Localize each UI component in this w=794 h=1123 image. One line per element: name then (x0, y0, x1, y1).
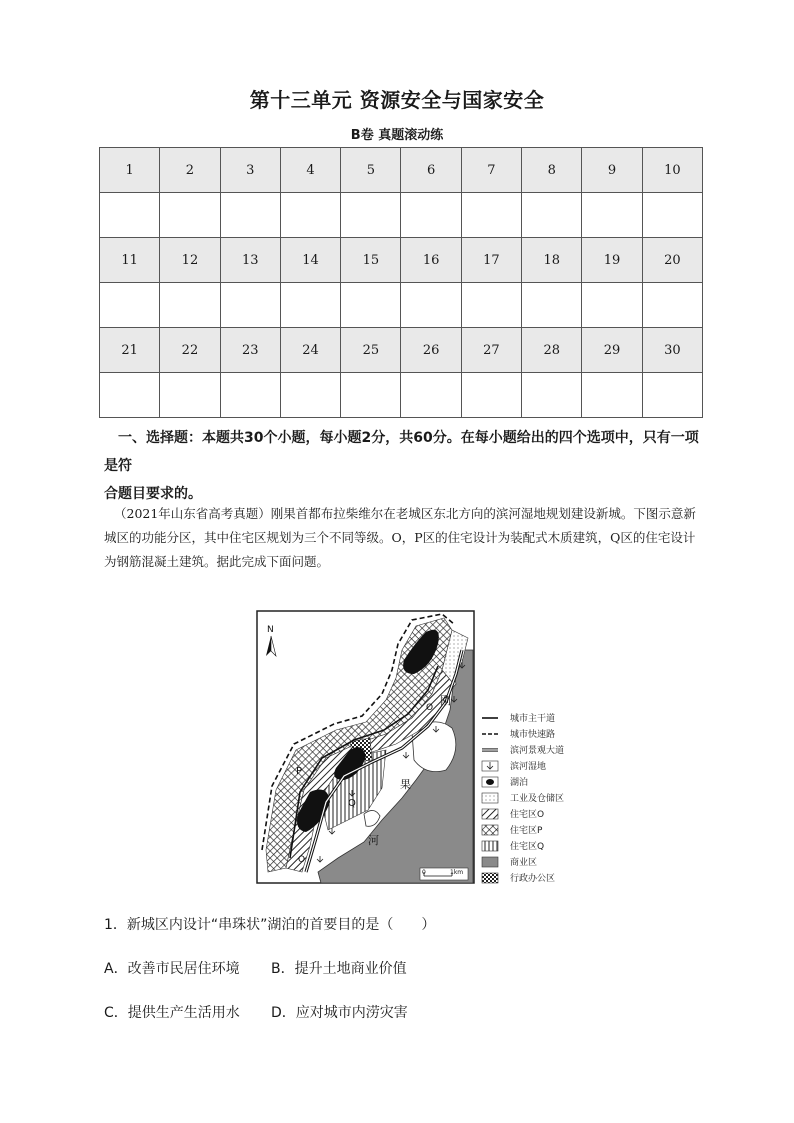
question-number-cell: 9 (582, 148, 642, 193)
answer-cell[interactable] (160, 373, 220, 418)
legend-swatch-residential-q (482, 841, 498, 851)
answer-cell[interactable] (461, 283, 521, 328)
question-number-cell: 19 (582, 238, 642, 283)
page-title: 第十三单元 资源安全与国家安全 (249, 88, 545, 112)
answer-grid-number-row (100, 148, 703, 193)
answer-cell[interactable] (522, 193, 582, 238)
legend-label: 湖泊 (510, 778, 529, 788)
answer-cell[interactable] (220, 373, 280, 418)
legend-label: 工业及仓储区 (510, 794, 565, 804)
question-number-cell: 5 (341, 148, 401, 193)
legend-label: 滨河景观大道 (510, 746, 565, 756)
answer-cell[interactable] (642, 283, 702, 328)
question-number-cell: 23 (220, 328, 280, 373)
answer-cell[interactable] (582, 193, 642, 238)
question-context: （2021年山东省高考真题）刚果首都布拉柴维尔在老城区东北方向的滨河湿地规划建设新城。下图示意新城区的功能分区，其中住宅区规划为三个不同等级。O，P区的住宅设计为装配式木质建筑，Q区的住宅设计为钢筋混凝土建筑。据此完成下面问题。 (104, 506, 696, 569)
north-label: N (267, 625, 274, 635)
question-number-cell: 17 (461, 238, 521, 283)
instructions-line-2: 合题目要求的。 (104, 486, 202, 502)
question-number-cell: 20 (642, 238, 702, 283)
question-number-cell: 8 (522, 148, 582, 193)
page-subtitle: B卷 真题滚动练 (350, 128, 444, 143)
question-number-cell: 6 (401, 148, 461, 193)
legend-swatch-residential-o (482, 809, 498, 819)
answer-cell[interactable] (100, 373, 160, 418)
question-number-cell: 30 (642, 328, 702, 373)
answer-cell[interactable] (401, 283, 461, 328)
answer-cell[interactable] (642, 373, 702, 418)
legend-label: 行政办公区 (510, 874, 556, 884)
question-number-cell: 15 (341, 238, 401, 283)
answer-cell[interactable] (160, 193, 220, 238)
answer-cell[interactable] (582, 283, 642, 328)
answer-cell[interactable] (341, 373, 401, 418)
legend-swatch-administrative (482, 873, 498, 883)
answer-cell[interactable] (341, 193, 401, 238)
legend-label: 商业区 (510, 858, 538, 868)
question-number-cell: 29 (582, 328, 642, 373)
map-label-o: O (426, 703, 434, 713)
legend-label: 住宅区Q (510, 842, 545, 852)
question-number-cell: 16 (401, 238, 461, 283)
answer-grid-number-row (100, 238, 703, 283)
question-number-cell: 1 (100, 148, 160, 193)
option-d[interactable]: D．应对城市内涝灾害 (271, 1005, 408, 1021)
answer-cell[interactable] (280, 283, 340, 328)
scale-km: 1km (450, 869, 464, 876)
answer-cell[interactable] (100, 193, 160, 238)
answer-cell[interactable] (220, 193, 280, 238)
answer-grid-blank-row (100, 193, 703, 238)
option-b[interactable]: B．提升土地商业价值 (271, 961, 407, 977)
answer-cell[interactable] (642, 193, 702, 238)
question-number-cell: 12 (160, 238, 220, 283)
answer-grid-blank-row (100, 373, 703, 418)
question-number-cell: 22 (160, 328, 220, 373)
answer-cell[interactable] (100, 283, 160, 328)
question-number-cell: 21 (100, 328, 160, 373)
scale-bar (420, 868, 468, 880)
scale-zero: 0 (422, 869, 426, 876)
legend-label: 城市快速路 (510, 730, 556, 740)
river-label: 河 (368, 834, 379, 847)
question-number-cell: 26 (401, 328, 461, 373)
legend-label: 城市主干道 (510, 714, 556, 724)
question-number-cell: 18 (522, 238, 582, 283)
legend-label: 住宅区O (510, 810, 545, 820)
question-number-cell: 13 (220, 238, 280, 283)
question-number-cell: 11 (100, 238, 160, 283)
question-number-cell: 7 (461, 148, 521, 193)
option-a[interactable]: A．改善市民居住环境 (104, 961, 240, 977)
answer-cell[interactable] (522, 373, 582, 418)
legend-swatch-industrial (482, 793, 498, 803)
answer-grid-blank-row (100, 283, 703, 328)
answer-cell[interactable] (461, 373, 521, 418)
legend-swatch-commercial (482, 857, 498, 867)
question-number-cell: 4 (280, 148, 340, 193)
answer-cell[interactable] (582, 373, 642, 418)
question-1-stem: 1．新城区内设计“串珠状”湖泊的首要目的是（ ） (104, 917, 436, 933)
answer-cell[interactable] (280, 373, 340, 418)
question-number-cell: 2 (160, 148, 220, 193)
legend-label: 住宅区P (510, 826, 543, 836)
map-legend (482, 712, 564, 884)
answer-cell[interactable] (220, 283, 280, 328)
answer-cell[interactable] (401, 373, 461, 418)
map-label-o: O (298, 855, 306, 865)
section-instructions (104, 424, 704, 508)
question-number-cell: 14 (280, 238, 340, 283)
answer-cell[interactable] (280, 193, 340, 238)
answer-grid (99, 147, 703, 418)
question-number-cell: 25 (341, 328, 401, 373)
answer-cell[interactable] (522, 283, 582, 328)
legend-label: 滨河湿地 (510, 762, 547, 772)
instructions-line-1: 一、选择题：本题共30个小题，每小题2分，共60分。在每小题给出的四个选项中，只有一项是符 (104, 430, 699, 474)
option-c[interactable]: C．提供生产生活用水 (104, 1005, 240, 1021)
map-label-p: P (296, 766, 303, 777)
functional-zone-map (256, 610, 580, 886)
answer-grid-number-row (100, 328, 703, 373)
answer-cell[interactable] (160, 283, 220, 328)
answer-cell[interactable] (341, 283, 401, 328)
legend-swatch-residential-p (482, 825, 498, 835)
question-number-cell: 3 (220, 148, 280, 193)
river-label: 果 (400, 778, 411, 791)
river-label: 刚 (440, 694, 451, 707)
question-number-cell: 28 (522, 328, 582, 373)
question-number-cell: 27 (461, 328, 521, 373)
answer-cell[interactable] (401, 193, 461, 238)
answer-cell[interactable] (461, 193, 521, 238)
question-number-cell: 10 (642, 148, 702, 193)
question-number-cell: 24 (280, 328, 340, 373)
map-label-q: Q (348, 798, 356, 809)
